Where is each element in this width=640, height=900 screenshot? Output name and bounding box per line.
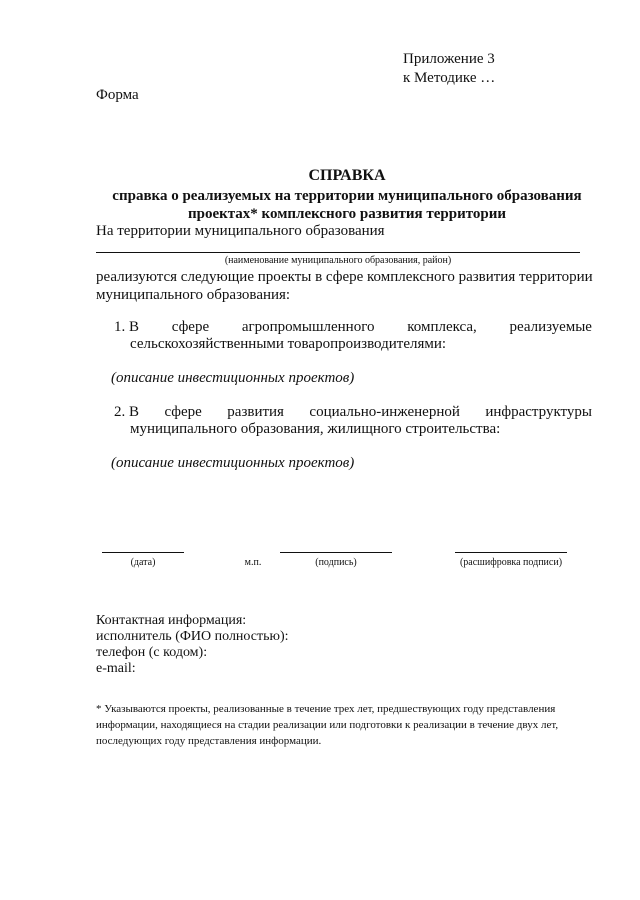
item-1-description-placeholder: (описание инвестиционных проектов): [111, 370, 355, 386]
stamp-place-caption: м.п.: [244, 557, 262, 568]
item-word: социально-инженерной: [309, 404, 460, 420]
intro-line: муниципального образования:: [96, 287, 291, 303]
form-label: Форма: [96, 87, 139, 103]
item-2-description-placeholder: (описание инвестиционных проектов): [111, 455, 355, 471]
municipality-name-caption: (наименование муниципального образования, район): [224, 255, 452, 266]
item-word: 1. В: [114, 319, 140, 335]
item-word: сфере: [171, 319, 210, 335]
document-title: СПРАВКА: [308, 167, 386, 184]
item-word: 2. В: [114, 404, 140, 420]
contact-title: Контактная информация:: [96, 613, 247, 628]
signature-decode-line: [455, 552, 567, 553]
signature-decode-caption: (расшифровка подписи): [459, 557, 563, 568]
attachment-reference: к Методике …: [403, 70, 496, 86]
item-word: инфраструктуры: [485, 404, 592, 420]
item-2-continuation: муниципального образования, жилищного строительства:: [130, 421, 501, 437]
document-subtitle: [96, 187, 598, 223]
municipality-name-line: [96, 252, 580, 253]
attachment-number: Приложение 3: [403, 51, 495, 67]
contact-info: [96, 613, 396, 677]
date-caption: (дата): [130, 557, 156, 568]
intro-line: реализуются следующие проекты в сфере комплексного развития территории: [96, 269, 593, 285]
subtitle-line: справка о реализуемых на территории муниципального образования: [112, 188, 582, 204]
contact-email: e-mail:: [96, 661, 136, 676]
item-word: реализуемые: [509, 319, 592, 335]
contact-executor: исполнитель (ФИО полностью):: [96, 629, 289, 644]
footnote-line: * Указываются проекты, реализованные в течение трех лет, предшествующих году представления: [96, 703, 556, 715]
intro-paragraph: [96, 268, 598, 304]
item-word: агропромышленного: [241, 319, 375, 335]
territory-prefix: На территории муниципального образования: [96, 223, 385, 239]
footnote-line: информации, находящиеся на стадии реализации или подготовки к реализации в течение двух лет,: [96, 719, 559, 731]
footnote-line: последующих году представления информации.: [96, 735, 322, 747]
contact-phone: телефон (с кодом):: [96, 645, 208, 660]
item-2-heading: [114, 403, 592, 421]
item-word: развития: [227, 404, 284, 420]
item-word: сфере: [164, 404, 202, 420]
item-word: комплекса,: [407, 319, 477, 335]
item-1-continuation: сельскохозяйственными товаропроизводителями:: [130, 336, 447, 352]
date-line: [102, 552, 184, 553]
footnote: [96, 701, 598, 749]
signature-line: [280, 552, 392, 553]
attachment-note: [403, 50, 603, 88]
item-1-heading: [114, 318, 592, 336]
subtitle-line: проектах* комплексного развития территории: [187, 206, 507, 222]
signature-caption: (подпись): [315, 557, 357, 568]
